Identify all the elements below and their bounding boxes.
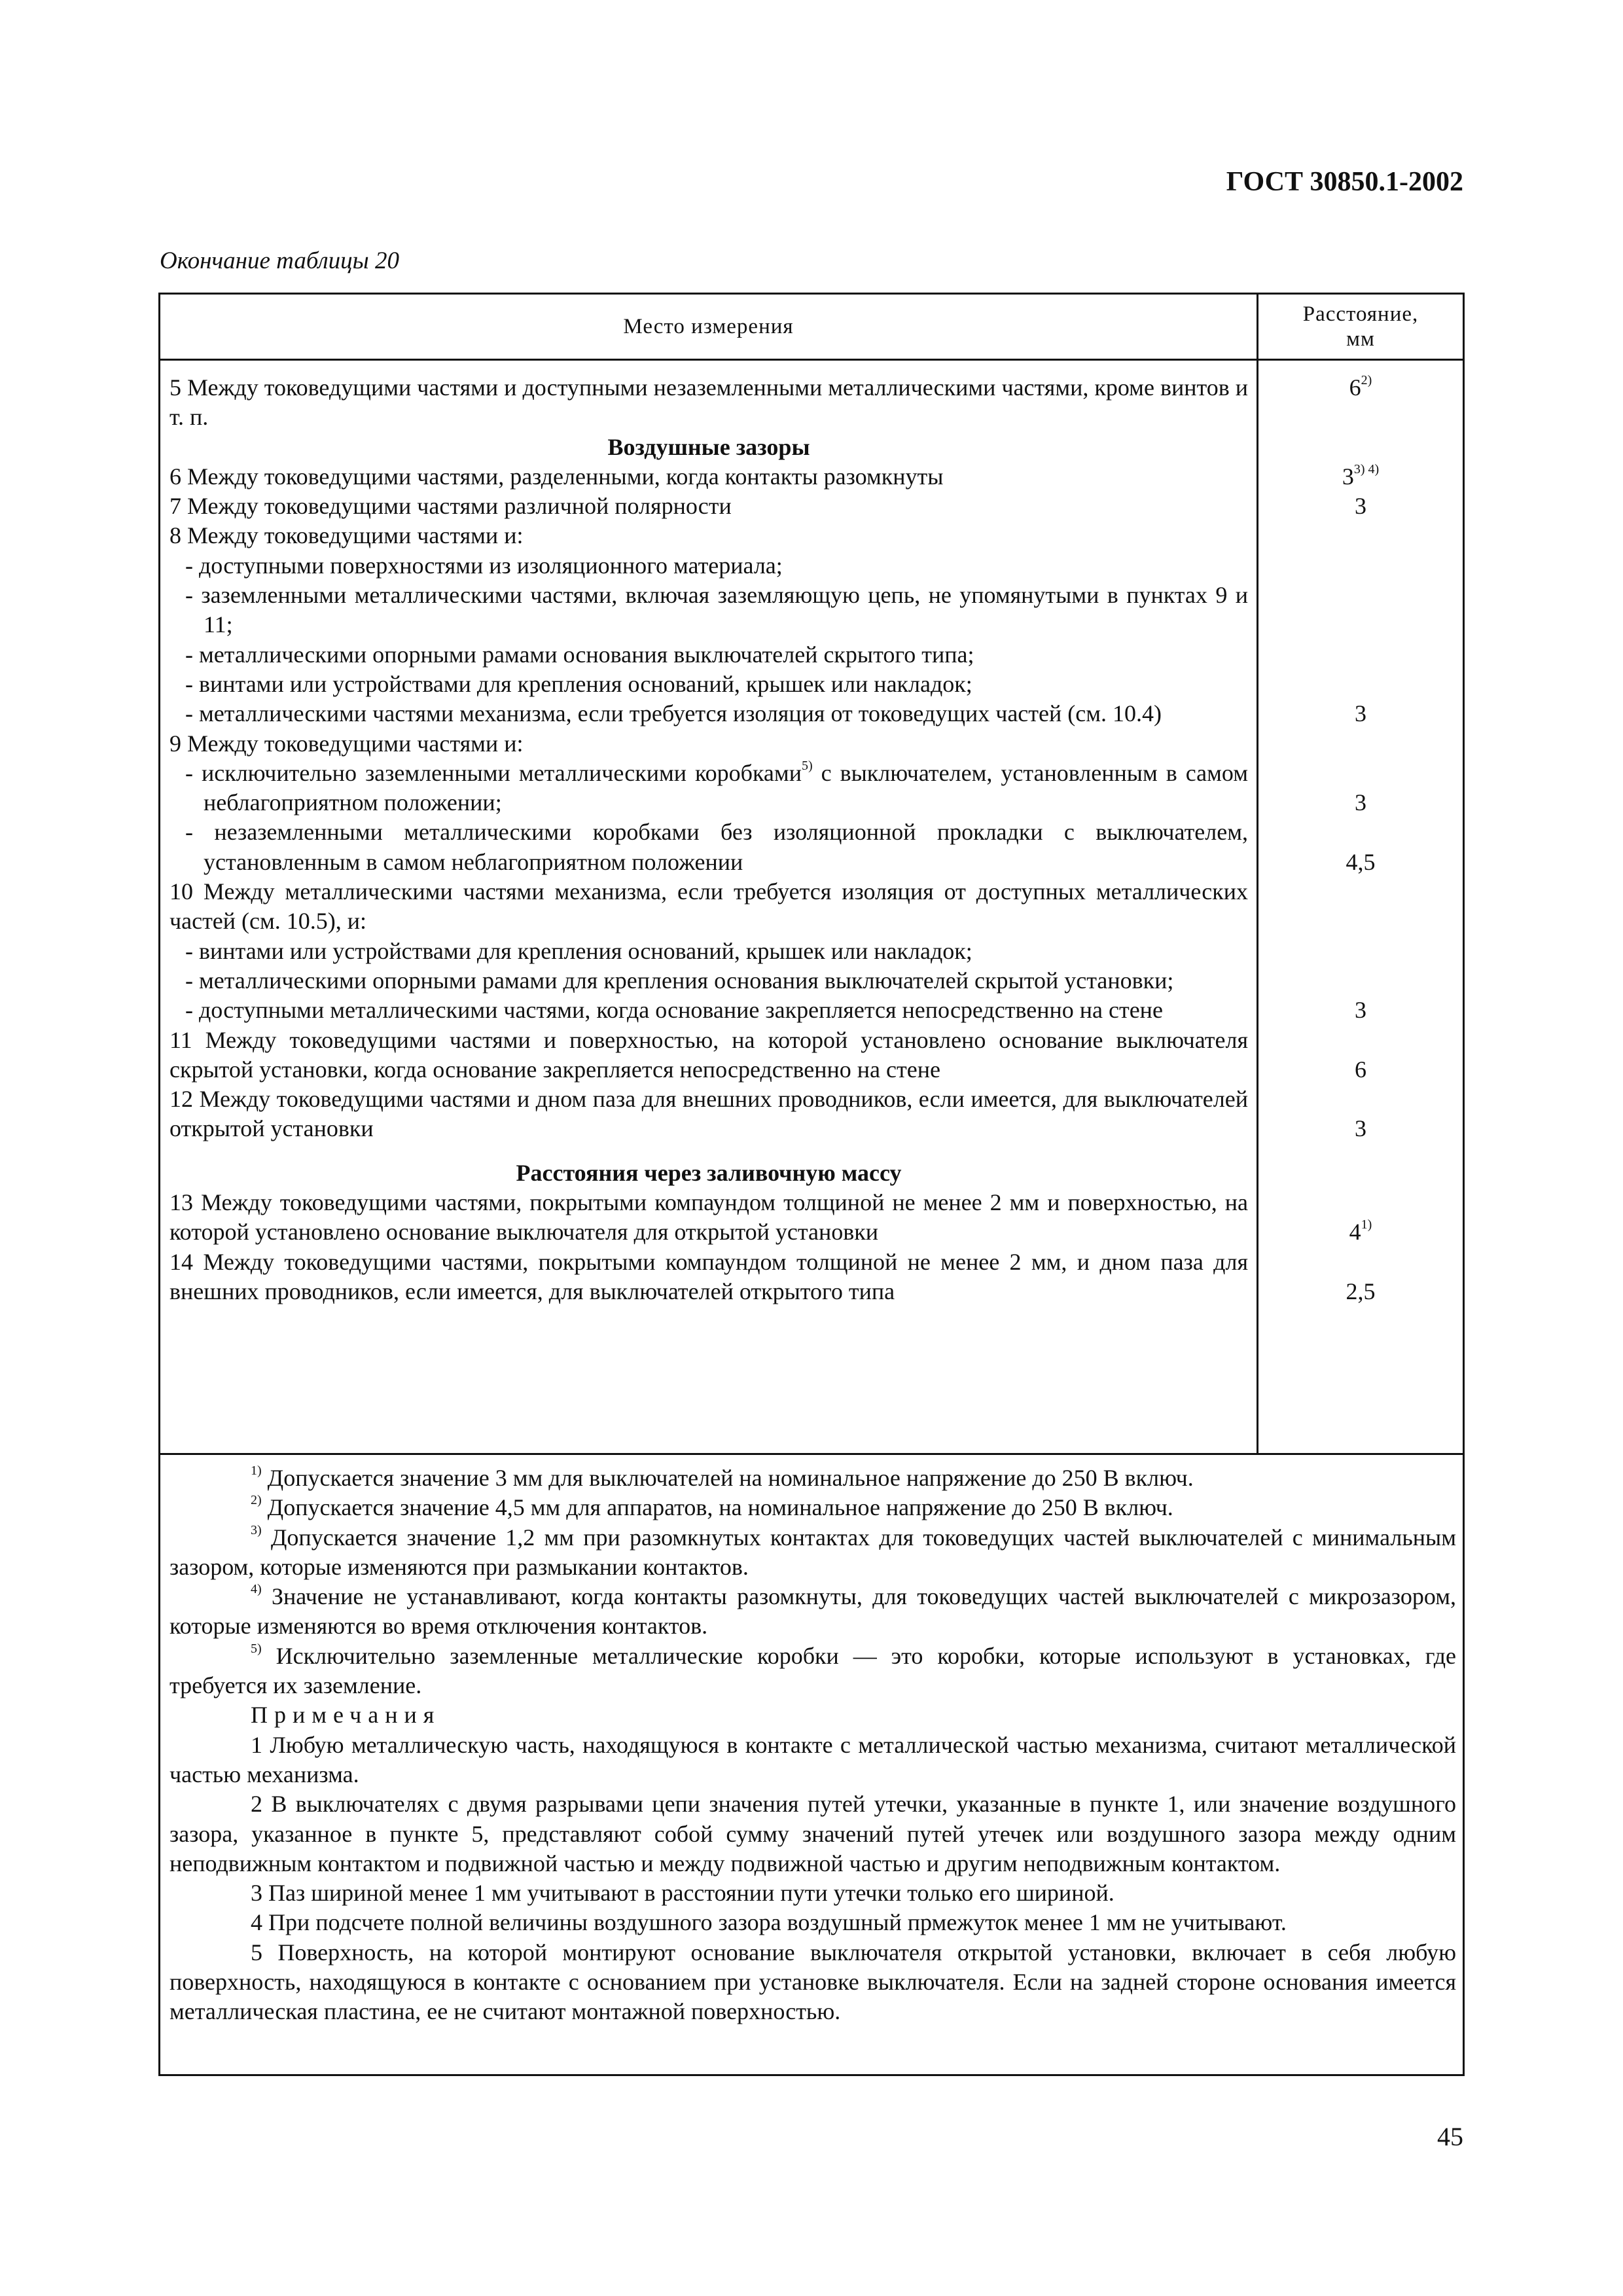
note-2: 2 В выключателях с двумя разрывами цепи значения путей утечки, указанные в пункте 1, или значение воздушного зазора, указанное в пункте 5, представляют собой сумму значений путей утечек или воздушного зазора между одним неподвижным контактом и подвижной частью и между подвижной частью и другим неподвижным контактом. [169,1791,1456,1876]
row-12-value: 3 [1355,1115,1366,1142]
row-10-item-3: - доступными металлическими частями, когда основание закрепляется непосредственно на стене [185,997,1163,1024]
footnote-1: $^{1)}$ Допускается значение 3 мм для выключателей на номинальное напряжение до 250 В включ. [251,1463,1194,1491]
row-9-value-1: 3 [1355,789,1366,816]
table-row-11 [169,1026,1366,1085]
row-7-text: 7 Между токоведущими частями различной полярности [169,493,732,520]
footnote-4: $^{4)}$ Значение не устанавливают, когда контакты разомкнуты, для токоведущих частей выключателей с микрозазором, которые изменяются во время отключения контактов. [169,1582,1456,1640]
footnote-3: $^{3)}$ Допускается значение 1,2 мм при разомкнутых контактах для токоведущих частей выключателей с минимальным зазором, которые изменяются при размыкании контактов. [169,1522,1456,1580]
row-10-value: 3 [1355,997,1366,1024]
table-row-7 [169,492,1366,521]
row-9-text: 9 Между токоведущими частями и: [169,730,524,757]
header-divider [160,359,1463,361]
row-12-text: 12 Между токоведущими частями и дном паза для внешних проводников, если имеется, для выключателей открытой установки [169,1086,1248,1142]
note-1: 1 Любую металлическую часть, находящуюся в контакте с металлической частью механизма, считают металлической частью механизма. [169,1731,1456,1787]
row-9-item-2: - незаземленными металлическими коробками без изоляционной прокладки с выключателем, установленным в самом неблагоприятном положении [185,819,1248,875]
footnotes-and-notes [169,1463,1456,2027]
row-13-value: 4$^{1)}$ [1349,1217,1372,1246]
table-body [169,373,1380,1306]
table-row-14 [169,1247,1376,1307]
row-11-value: 6 [1355,1056,1366,1083]
table-row-10 [169,877,1366,1025]
row-13-text: 13 Между токоведущими частями, покрытыми компаундом толщиной не менее 2 мм и поверхностью, на которой установлено основание выключателя для открытой установки [169,1189,1248,1246]
section-compound: Расстояния через заливочную массу [516,1159,902,1186]
row-8-item-5: - металлическими частями механизма, если требуется изоляция от токоведущих частей (см. 10.4) [185,700,1162,727]
row-5-value: 6$^{2)}$ [1349,373,1372,401]
document-code: ГОСТ 30850.1-2002 [1226,167,1463,197]
table-row-6 [169,461,1380,492]
row-8-item-3: - металлическими опорными рамами основания выключателей скрытого типа; [185,641,974,668]
row-6-text: 6 Между токоведущими частями, разделенными, когда контакты разомкнуты [169,463,944,490]
row-8-item-4: - винтами или устройствами для крепления оснований, крышек или накладок; [185,670,972,697]
table-row-9 [169,729,1366,818]
column-header-location: Место измерения [623,315,794,338]
table-row-13 [169,1188,1372,1247]
row-10-item-2: - металлическими опорными рамами для крепления основания выключателей скрытой установки; [185,967,1174,994]
column-header-distance-unit: мм [1346,327,1375,351]
row-11-text: 11 Между токоведущими частями и поверхностью, на которой установлено основание выключателя скрытой установки, когда основание закрепляется непосредственно на стене [169,1026,1248,1083]
column-header-distance [1258,295,1463,359]
note-4: 4 При подсчете полной величины воздушного зазора воздушный прмежуток менее 1 мм не учитывают. [251,1909,1287,1936]
table-row-8 [169,521,1366,728]
row-8-text: 8 Между токоведущими частями и: [169,522,524,549]
row-9-value-2: 4,5 [1346,848,1376,875]
table-row-12 [169,1085,1366,1144]
row-8-value: 3 [1355,700,1366,727]
row-10-item-1: - винтами или устройствами для крепления оснований, крышек или накладок; [185,937,972,964]
footnote-2: $^{2)}$ Допускается значение 4,5 мм для аппаратов, на номинальное напряжение до 250 В включ. [251,1493,1173,1521]
section-air-gaps: Воздушные зазоры [607,433,810,460]
footnote-5: $^{5)}$ Исключительно заземленные металлические коробки — это коробки, которые используют в установках, где требуется их заземление. [169,1641,1456,1699]
table-caption: Окончание таблицы 20 [160,247,399,274]
column-header-distance-label: Расстояние, [1302,302,1419,326]
note-3: 3 Паз шириной менее 1 мм учитывают в расстоянии пути утечки только его шириной. [251,1880,1115,1907]
row-9-item-1: - исключительно заземленными металлическими коробками$^{5)}$ с выключателем, установленным в самом неблагоприятном положении; [185,758,1248,816]
row-7-value: 3 [1355,493,1366,520]
table-row-5 [169,373,1372,433]
note-5: 5 Поверхность, на которой монтируют основание выключателя открытой установки, включает в себя любую поверхность, находящуюся в контакте с основанием при установке выключателя. Если на задней стороне основания имеется металлическая пластина, ее не считают монтажной поверхностью. [169,1939,1456,2025]
notes-title: Примечания [251,1702,441,1729]
row-14-text: 14 Между токоведущими частями, покрытыми компаундом толщиной не менее 2 мм, и дном паза для внешних проводников, если имеется, для выключателей открытого типа [169,1248,1248,1304]
row-8-item-2: - заземленными металлическими частями, включая заземляющую цепь, не упомянутыми в пунктах 9 и 11; [185,582,1248,638]
row-14-value: 2,5 [1346,1278,1376,1304]
table-20 [158,293,1465,2076]
row-6-value: $3^{3) 4)}$ [1342,461,1380,490]
table-row-9-b [169,817,1376,877]
row-8-item-1: - доступными поверхностями из изоляционного материала; [185,552,783,579]
page-number: 45 [1437,2122,1463,2151]
row-10-text: 10 Между металлическими частями механизма, если требуется изоляция от доступных металлических частей (см. 10.5), и: [169,878,1248,935]
row-5-text: 5 Между токоведущими частями и доступными незаземленными металлическими частями, кроме винтов и т. п. [169,374,1248,431]
footnote-divider [160,1453,1463,1455]
